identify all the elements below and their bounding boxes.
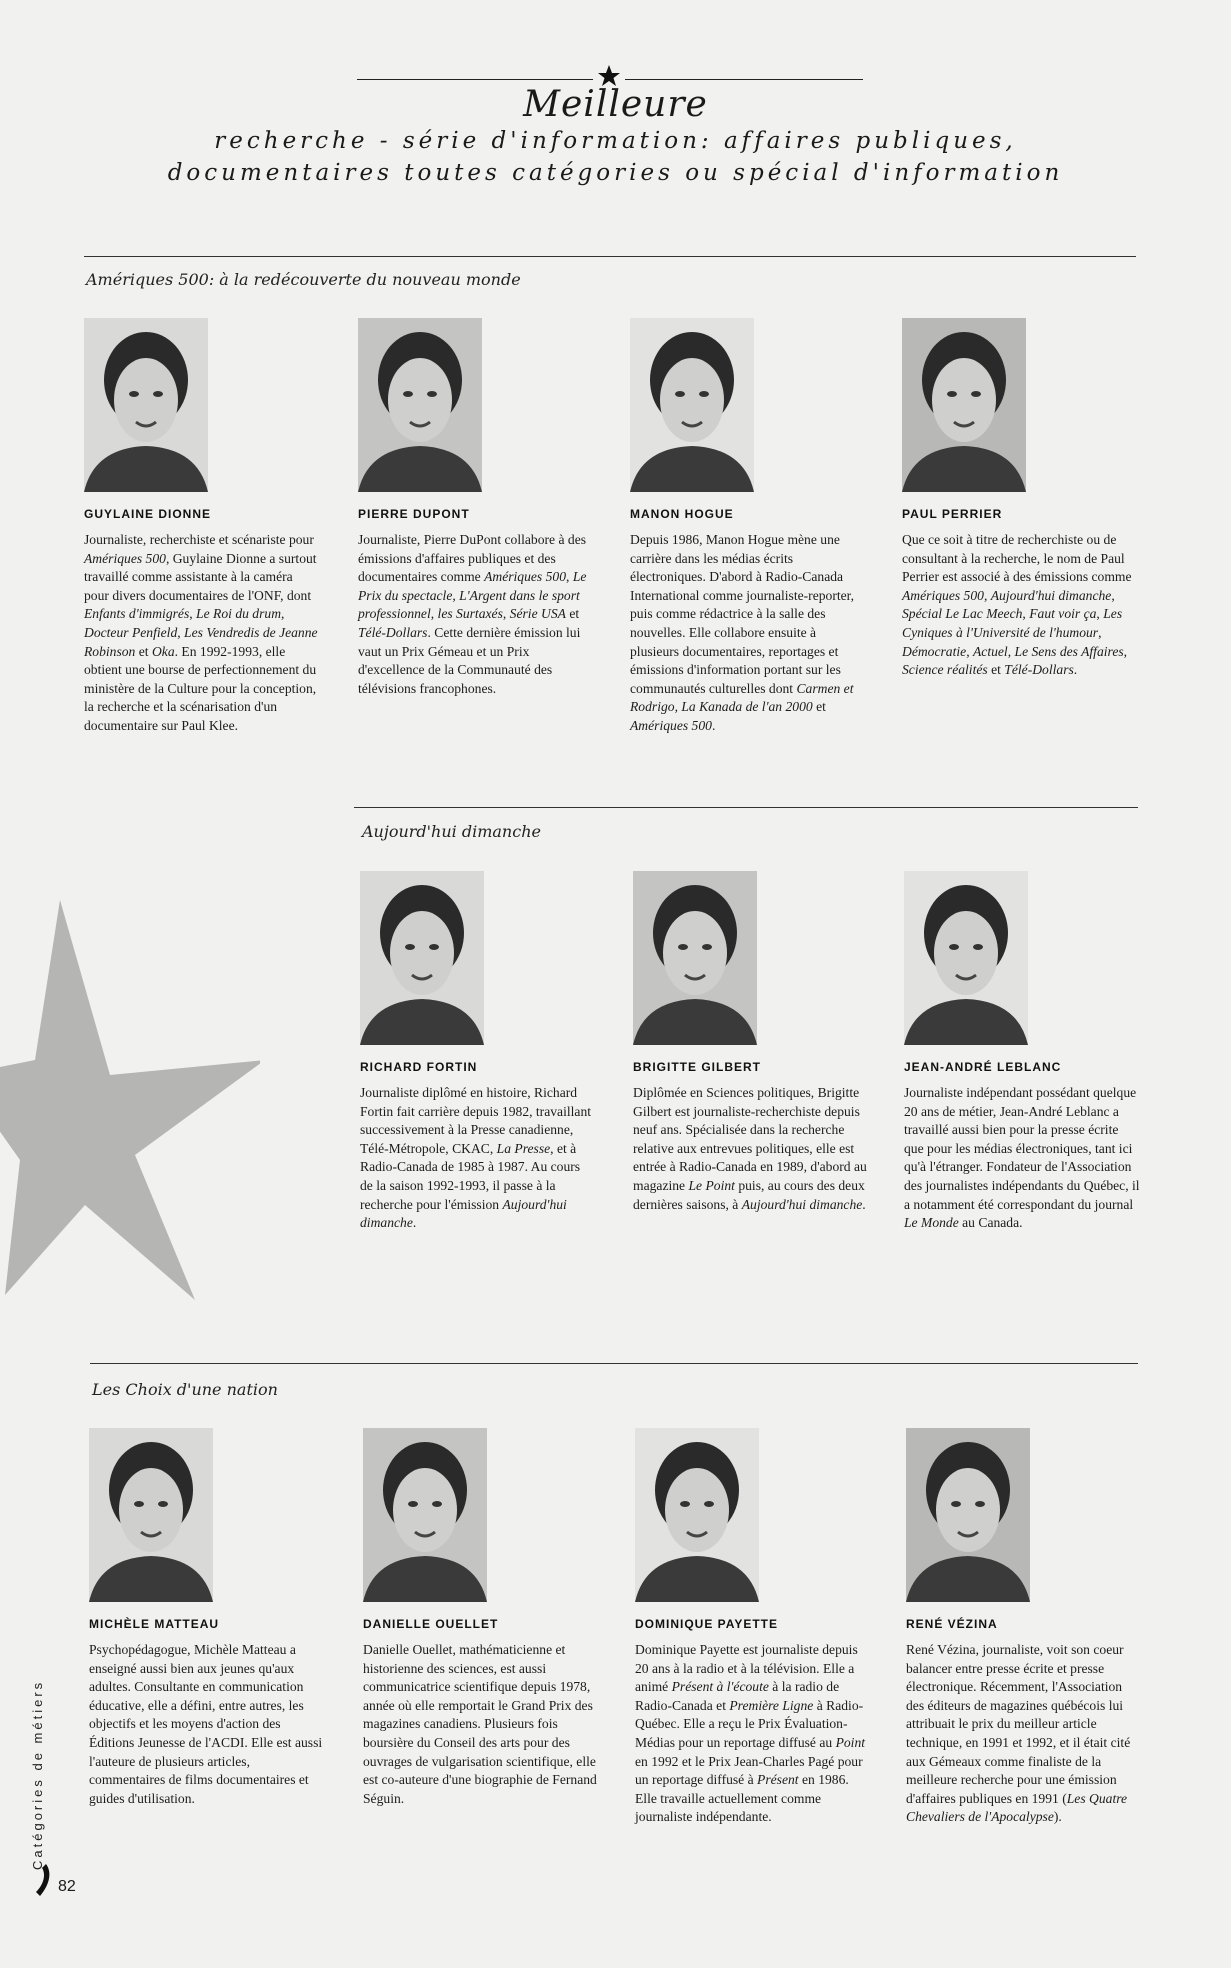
portrait-photo (89, 1428, 213, 1602)
portrait-photo (635, 1428, 759, 1602)
portrait-photo (630, 318, 754, 492)
decorative-star-icon (0, 900, 260, 1300)
person-bio: Diplômée en Sciences politiques, Brigitte Gilbert est journaliste-recherchiste depuis neuf ans. Spécialisée dans la recherche relative aux entrevues politiques, elle est entrée à Radio-Canada en 1989, d'abord au magazine Le Point puis, au cours des deux dernières saisons, à Aujourd'hui dimanche. (633, 1085, 867, 1212)
person-bio: René Vézina, journaliste, voit son coeur balancer entre presse écrite et presse électronique. Récemment, l'Association des éditeurs de magazines québécois lui attribuait le prix du meilleur article technique, en 1991 et 1992, et il était cité aux Gémeaux comme finaliste de la meilleure recherche pour une émission d'affaires publiques en 1991 (Les Quatre Chevaliers de l'Apocalypse). (906, 1642, 1131, 1825)
person-bio: Psychopédagogue, Michèle Matteau a enseigné aussi bien aux jeunes qu'aux adultes. Consultante en communication éducative, elle a défini, entre autres, les objectifs et les moyens d'action des Éditions Jeunesse de l'ACDI. Elle est aussi l'auteure de plusieurs articles, commentaires de films documentaires et guides d'utilisation. (89, 1642, 323, 1806)
portrait-photo (84, 318, 208, 492)
person-card (635, 1428, 875, 1827)
person-name: BRIGITTE GILBERT (633, 1060, 761, 1074)
section-rule (90, 1363, 1138, 1364)
person-name: GUYLAINE DIONNE (84, 507, 212, 521)
portrait-photo (363, 1428, 487, 1602)
person-name: RICHARD FORTIN (360, 1060, 478, 1074)
person-name: JEAN-ANDRÉ LEBLANC (904, 1060, 1062, 1074)
person-card (902, 318, 1142, 680)
header-rule-right (625, 79, 863, 80)
side-label: Catégories de métiers (30, 1679, 45, 1870)
section-rule (354, 807, 1138, 808)
person-name: PIERRE DUPONT (358, 507, 470, 521)
person-card (904, 871, 1144, 1233)
person-name: RENÉ VÉZINA (906, 1617, 998, 1631)
section-title: Aujourd'hui dimanche (362, 822, 541, 841)
person-name: PAUL PERRIER (902, 507, 1003, 521)
portrait-photo (902, 318, 1026, 492)
person-bio: Journaliste, recherchiste et scénariste pour Amériques 500, Guylaine Dionne a surtout travaillé comme assistante à la caméra pour divers documentaires de l'ONF, dont Enfants d'immigrés, Le Roi du drum, Docteur Penfield, Les Vendredis de Jeanne Robinson et Oka. En 1992-1993, elle obtient une bourse de perfectionnement du ministère de la Culture pour la conception, la recherche et la scénarisation d'un documentaire sur Paul Klee. (84, 532, 318, 733)
section-rule (84, 256, 1136, 257)
person-bio: Que ce soit à titre de recherchiste ou de consultant à la recherche, le nom de Paul Perrier est associé à des émissions comme Amériques 500, Aujourd'hui dimanche, Spécial Le Lac Meech, Faut voir ça, Les Cyniques à l'Université de l'humour, Démocratie, Actuel, Le Sens des Affaires, Science réalités et Télé-Dollars. (902, 532, 1132, 678)
page-title: Meilleure (523, 84, 708, 125)
person-bio: Journaliste indépendant possédant quelque 20 ans de métier, Jean-André Leblanc a travaillé aussi bien pour la presse écrite que pour les médias électroniques, tant ici qu'à l'étranger. Fondateur de l'Association des journalistes indépendants du Québec, il a notamment été correspondant du journal Le Monde au Canada. (904, 1085, 1140, 1231)
portrait-photo (906, 1428, 1030, 1602)
person-name: DANIELLE OUELLET (363, 1617, 499, 1631)
section-title: Les Choix d'une nation (92, 1380, 278, 1399)
portrait-photo (633, 871, 757, 1045)
person-card (906, 1428, 1146, 1827)
person-card (84, 318, 324, 736)
person-bio: Journaliste diplômé en histoire, Richard Fortin fait carrière depuis 1982, travaillant successivement à la Presse canadienne, Télé-Métropole, CKAC, La Presse, et à Radio-Canada de 1985 à 1987. Au cours de la saison 1992-1993, il passe à la recherche pour l'émission Aujourd'hui dimanche. (360, 1085, 592, 1231)
person-name: MICHÈLE MATTEAU (89, 1617, 220, 1631)
page-number: 82 (58, 1878, 76, 1895)
person-name: MANON HOGUE (630, 507, 734, 521)
header-rule-left (357, 79, 593, 80)
page-mark-icon (32, 1862, 56, 1898)
portrait-photo (358, 318, 482, 492)
page-subtitle-line1: recherche - série d'information: affaires publiques, (214, 128, 1017, 154)
portrait-photo (904, 871, 1028, 1045)
person-bio: Journaliste, Pierre DuPont collabore à des émissions d'affaires publiques et des documentaires comme Amériques 500, Le Prix du spectacle, L'Argent dans le sport professionnel, les Surtaxés, Série USA et Télé-Dollars. Cette dernière émission lui vaut un Prix Gémeau et un Prix d'excellence de la Communauté des télévisions francophones. (358, 532, 587, 696)
person-bio: Dominique Payette est journaliste depuis 20 ans à la radio et à la télévision. Elle a animé Présent à l'écoute à la radio de Radio-Canada et Première Ligne à Radio-Québec. Elle a reçu le Prix Évaluation-Médias pour un reportage diffusé au Point en 1992 et le Prix Jean-Charles Pagé pour un reportage diffusé à Présent en 1986. Elle travaille actuellement comme journaliste indépendante. (635, 1642, 866, 1825)
person-card (89, 1428, 329, 1808)
person-card (358, 318, 598, 698)
portrait-photo (360, 871, 484, 1045)
person-bio: Depuis 1986, Manon Hogue mène une carrière dans les médias écrits électroniques. D'abord à Radio-Canada International comme journaliste-reporter, puis comme rédactrice à la salle des nouvelles. Elle collabore ensuite à plusieurs documentaires, reportages et émissions d'information portant sur les communautés culturelles dont Carmen et Rodrigo, La Kanada de l'an 2000 et Amériques 500. (630, 532, 855, 733)
person-card (630, 318, 870, 736)
person-card (360, 871, 600, 1233)
person-card (363, 1428, 603, 1808)
section-title: Amériques 500: à la redécouverte du nouveau monde (86, 270, 521, 289)
person-card (633, 871, 873, 1214)
person-name: DOMINIQUE PAYETTE (635, 1617, 779, 1631)
person-bio: Danielle Ouellet, mathématicienne et historienne des sciences, est aussi communicatrice scientifique depuis 1978, année où elle remportait le Grand Prix des magazines canadiens. Plusieurs fois boursière du Conseil des arts pour des ouvrages de vulgarisation scientifique, elle est co-auteure d'une biographie de Fernand Séguin. (363, 1642, 597, 1806)
page-subtitle-line2: documentaires toutes catégories ou spécial d'information (167, 160, 1064, 186)
